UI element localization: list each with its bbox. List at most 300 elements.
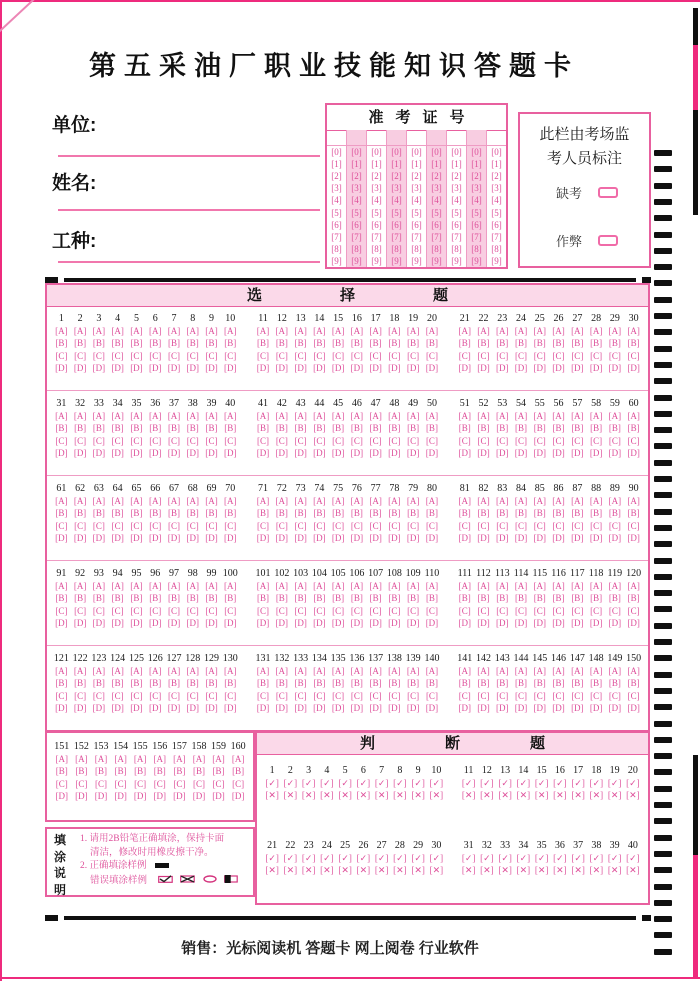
choice-bubble-q75-C[interactable]: [C]	[332, 520, 345, 531]
choice-bubble-q16-D[interactable]: [D]	[350, 363, 364, 374]
judge-bubble-q6-✓[interactable]: [✓]	[356, 778, 371, 788]
choice-bubble-q4-D[interactable]: [D]	[111, 363, 124, 374]
exam-digit-bubble-col1-9[interactable]: [9]	[331, 255, 342, 266]
choice-bubble-q100-A[interactable]: [A]	[224, 581, 237, 591]
exam-digit-bubble-col7-8[interactable]: [8]	[451, 243, 462, 254]
judge-bubble-q9-✕[interactable]: [✕]	[411, 790, 425, 801]
choice-bubble-q58-B[interactable]: [B]	[590, 423, 603, 434]
exam-digit-bubble-col9-6[interactable]: [6]	[491, 219, 502, 230]
choice-bubble-q96-A[interactable]: [A]	[148, 581, 162, 591]
choice-bubble-q53-A[interactable]: [A]	[496, 411, 509, 421]
choice-bubble-q123-D[interactable]: [D]	[92, 703, 106, 714]
choice-bubble-q110-C[interactable]: [C]	[425, 605, 438, 616]
choice-bubble-q140-C[interactable]: [C]	[425, 690, 438, 701]
choice-bubble-q100-B[interactable]: [B]	[224, 593, 237, 604]
choice-bubble-q69-A[interactable]: [A]	[205, 496, 218, 506]
choice-bubble-q81-D[interactable]: [D]	[458, 533, 471, 544]
choice-bubble-q107-A[interactable]: [A]	[369, 581, 382, 591]
choice-bubble-q87-A[interactable]: [A]	[571, 496, 584, 506]
choice-bubble-q30-D[interactable]: [D]	[627, 363, 640, 374]
choice-bubble-q102-D[interactable]: [D]	[275, 618, 289, 629]
exam-digit-bubble-col4-8[interactable]: [8]	[391, 243, 402, 254]
judge-bubble-q19-✕[interactable]: [✕]	[607, 790, 622, 801]
exam-digit-bubble-col8-0[interactable]: [0]	[471, 147, 482, 158]
judge-bubble-q4-✕[interactable]: [✕]	[320, 790, 334, 801]
choice-bubble-q39-C[interactable]: [C]	[205, 435, 218, 446]
exam-digit-bubble-col1-3[interactable]: [3]	[331, 183, 342, 194]
judge-bubble-q30-✕[interactable]: [✕]	[429, 864, 444, 875]
choice-bubble-q55-D[interactable]: [D]	[533, 448, 547, 459]
choice-bubble-q154-A[interactable]: [A]	[114, 754, 127, 764]
exam-digit-bubble-col1-6[interactable]: [6]	[331, 219, 342, 230]
choice-bubble-q12-A[interactable]: [A]	[275, 326, 289, 336]
choice-bubble-q8-C[interactable]: [C]	[186, 350, 199, 361]
choice-bubble-q128-C[interactable]: [C]	[186, 690, 199, 701]
exam-digit-bubble-col6-3[interactable]: [3]	[431, 183, 442, 194]
choice-bubble-q40-B[interactable]: [B]	[224, 423, 237, 434]
judge-bubble-q39-✓[interactable]: [✓]	[607, 852, 622, 863]
choice-bubble-q35-B[interactable]: [B]	[130, 423, 143, 434]
unit-field-input[interactable]	[58, 155, 320, 157]
choice-bubble-q28-A[interactable]: [A]	[589, 326, 603, 336]
choice-bubble-q121-D[interactable]: [D]	[55, 703, 68, 714]
choice-bubble-q118-C[interactable]: [C]	[590, 605, 603, 616]
exam-digit-bubble-col4-5[interactable]: [5]	[391, 207, 402, 218]
choice-bubble-q72-C[interactable]: [C]	[275, 520, 288, 531]
exam-digit-bubble-col9-0[interactable]: [0]	[491, 147, 502, 158]
choice-bubble-q88-B[interactable]: [B]	[590, 508, 603, 519]
choice-bubble-q77-B[interactable]: [B]	[369, 508, 382, 519]
exam-number-write-cell[interactable]	[427, 130, 446, 146]
judge-bubble-q27-✕[interactable]: [✕]	[374, 864, 389, 875]
choice-bubble-q47-A[interactable]: [A]	[369, 411, 382, 421]
choice-bubble-q84-C[interactable]: [C]	[515, 520, 528, 531]
choice-bubble-q132-A[interactable]: [A]	[275, 666, 289, 676]
choice-bubble-q70-D[interactable]: [D]	[224, 533, 237, 544]
choice-bubble-q118-A[interactable]: [A]	[589, 581, 603, 591]
choice-bubble-q59-D[interactable]: [D]	[608, 448, 622, 459]
choice-bubble-q110-D[interactable]: [D]	[425, 618, 439, 629]
choice-bubble-q25-C[interactable]: [C]	[533, 350, 546, 361]
choice-bubble-q3-C[interactable]: [C]	[92, 350, 105, 361]
choice-bubble-q156-D[interactable]: [D]	[153, 791, 167, 802]
choice-bubble-q3-A[interactable]: [A]	[92, 326, 106, 336]
choice-bubble-q104-D[interactable]: [D]	[313, 618, 326, 629]
exam-digit-bubble-col2-3[interactable]: [3]	[351, 183, 362, 194]
choice-bubble-q51-C[interactable]: [C]	[458, 435, 471, 446]
choice-bubble-q67-D[interactable]: [D]	[167, 533, 181, 544]
choice-bubble-q90-B[interactable]: [B]	[627, 508, 640, 519]
choice-bubble-q78-A[interactable]: [A]	[388, 496, 401, 506]
choice-bubble-q50-D[interactable]: [D]	[425, 448, 439, 459]
choice-bubble-q146-D[interactable]: [D]	[552, 703, 565, 714]
choice-bubble-q37-D[interactable]: [D]	[167, 448, 181, 459]
choice-bubble-q132-D[interactable]: [D]	[275, 703, 289, 714]
judge-bubble-q37-✓[interactable]: [✓]	[571, 852, 585, 863]
choice-bubble-q113-D[interactable]: [D]	[496, 618, 509, 629]
choice-bubble-q112-A[interactable]: [A]	[477, 581, 490, 591]
choice-bubble-q4-A[interactable]: [A]	[111, 326, 124, 336]
judge-bubble-q1-✕[interactable]: [✕]	[265, 790, 279, 801]
choice-bubble-q131-A[interactable]: [A]	[256, 666, 270, 676]
choice-bubble-q37-A[interactable]: [A]	[167, 411, 181, 421]
choice-bubble-q47-B[interactable]: [B]	[369, 423, 382, 434]
choice-bubble-q93-C[interactable]: [C]	[92, 605, 105, 616]
choice-bubble-q94-D[interactable]: [D]	[111, 618, 124, 629]
choice-bubble-q92-B[interactable]: [B]	[74, 593, 87, 604]
choice-bubble-q71-B[interactable]: [B]	[257, 508, 270, 519]
choice-bubble-q153-A[interactable]: [A]	[94, 754, 108, 764]
exam-digit-bubble-col5-8[interactable]: [8]	[411, 243, 422, 254]
judge-bubble-q2-✓[interactable]: [✓]	[283, 778, 298, 788]
choice-bubble-q9-C[interactable]: [C]	[205, 350, 218, 361]
choice-bubble-q142-D[interactable]: [D]	[477, 703, 490, 714]
choice-bubble-q61-B[interactable]: [B]	[55, 508, 68, 519]
judge-bubble-q12-✓[interactable]: [✓]	[480, 778, 494, 788]
choice-bubble-q130-C[interactable]: [C]	[224, 690, 237, 701]
choice-bubble-q123-C[interactable]: [C]	[92, 690, 105, 701]
choice-bubble-q73-C[interactable]: [C]	[294, 520, 307, 531]
exam-digit-bubble-col9-5[interactable]: [5]	[491, 207, 502, 218]
judge-bubble-q13-✕[interactable]: [✕]	[498, 790, 512, 801]
choice-bubble-q8-D[interactable]: [D]	[186, 363, 199, 374]
choice-bubble-q91-C[interactable]: [C]	[55, 605, 68, 616]
choice-bubble-q19-B[interactable]: [B]	[407, 338, 420, 349]
choice-bubble-q74-B[interactable]: [B]	[313, 508, 326, 519]
choice-bubble-q72-D[interactable]: [D]	[275, 533, 289, 544]
choice-bubble-q113-C[interactable]: [C]	[496, 605, 509, 616]
choice-bubble-q160-A[interactable]: [A]	[231, 754, 245, 764]
choice-bubble-q137-A[interactable]: [A]	[369, 666, 382, 676]
choice-bubble-q76-A[interactable]: [A]	[350, 496, 364, 506]
exam-digit-bubble-col4-7[interactable]: [7]	[391, 231, 402, 242]
exam-digit-bubble-col4-9[interactable]: [9]	[391, 255, 402, 266]
choice-bubble-q53-C[interactable]: [C]	[496, 435, 509, 446]
choice-bubble-q79-C[interactable]: [C]	[407, 520, 420, 531]
choice-bubble-q16-C[interactable]: [C]	[350, 350, 363, 361]
choice-bubble-q38-B[interactable]: [B]	[186, 423, 199, 434]
choice-bubble-q96-C[interactable]: [C]	[149, 605, 162, 616]
choice-bubble-q104-B[interactable]: [B]	[313, 593, 326, 604]
choice-bubble-q83-D[interactable]: [D]	[496, 533, 509, 544]
choice-bubble-q98-A[interactable]: [A]	[186, 581, 199, 591]
choice-bubble-q69-C[interactable]: [C]	[205, 520, 218, 531]
choice-bubble-q66-C[interactable]: [C]	[149, 520, 162, 531]
choice-bubble-q35-D[interactable]: [D]	[130, 448, 143, 459]
choice-bubble-q95-B[interactable]: [B]	[130, 593, 143, 604]
exam-digit-bubble-col8-9[interactable]: [9]	[471, 255, 482, 266]
choice-bubble-q9-D[interactable]: [D]	[205, 363, 218, 374]
choice-bubble-q96-B[interactable]: [B]	[149, 593, 162, 604]
exam-digit-bubble-col5-2[interactable]: [2]	[411, 171, 422, 182]
choice-bubble-q67-C[interactable]: [C]	[167, 520, 180, 531]
choice-bubble-q60-D[interactable]: [D]	[627, 448, 640, 459]
judge-bubble-q30-✓[interactable]: [✓]	[429, 852, 444, 863]
choice-bubble-q106-D[interactable]: [D]	[350, 618, 364, 629]
choice-bubble-q43-B[interactable]: [B]	[294, 423, 307, 434]
choice-bubble-q19-C[interactable]: [C]	[407, 350, 420, 361]
choice-bubble-q46-A[interactable]: [A]	[350, 411, 364, 421]
choice-bubble-q24-A[interactable]: [A]	[514, 326, 528, 336]
choice-bubble-q13-B[interactable]: [B]	[294, 338, 307, 349]
choice-bubble-q119-B[interactable]: [B]	[608, 593, 621, 604]
exam-digit-bubble-col7-3[interactable]: [3]	[451, 183, 462, 194]
choice-bubble-q159-A[interactable]: [A]	[212, 754, 225, 764]
exam-digit-bubble-col2-5[interactable]: [5]	[351, 207, 362, 218]
choice-bubble-q34-C[interactable]: [C]	[111, 435, 124, 446]
choice-bubble-q158-C[interactable]: [C]	[192, 778, 205, 789]
judge-bubble-q22-✓[interactable]: [✓]	[283, 852, 298, 863]
choice-bubble-q44-B[interactable]: [B]	[313, 423, 326, 434]
choice-bubble-q40-D[interactable]: [D]	[224, 448, 237, 459]
choice-bubble-q2-C[interactable]: [C]	[74, 350, 87, 361]
choice-bubble-q105-B[interactable]: [B]	[332, 593, 345, 604]
choice-bubble-q88-A[interactable]: [A]	[589, 496, 603, 506]
choice-bubble-q128-B[interactable]: [B]	[186, 678, 199, 689]
judge-bubble-q2-✕[interactable]: [✕]	[283, 790, 298, 801]
choice-bubble-q65-B[interactable]: [B]	[130, 508, 143, 519]
choice-bubble-q114-C[interactable]: [C]	[515, 605, 528, 616]
choice-bubble-q111-D[interactable]: [D]	[458, 618, 471, 629]
choice-bubble-q20-A[interactable]: [A]	[425, 326, 439, 336]
choice-bubble-q10-B[interactable]: [B]	[224, 338, 237, 349]
choice-bubble-q33-A[interactable]: [A]	[92, 411, 106, 421]
judge-bubble-q14-✕[interactable]: [✕]	[516, 790, 531, 801]
choice-bubble-q159-B[interactable]: [B]	[212, 766, 225, 777]
choice-bubble-q81-A[interactable]: [A]	[458, 496, 471, 506]
choice-bubble-q143-A[interactable]: [A]	[496, 666, 509, 676]
choice-bubble-q140-B[interactable]: [B]	[425, 678, 438, 689]
choice-bubble-q26-A[interactable]: [A]	[552, 326, 565, 336]
choice-bubble-q34-A[interactable]: [A]	[111, 411, 124, 421]
choice-bubble-q40-C[interactable]: [C]	[224, 435, 237, 446]
choice-bubble-q130-A[interactable]: [A]	[224, 666, 237, 676]
choice-bubble-q27-D[interactable]: [D]	[571, 363, 584, 374]
choice-bubble-q146-B[interactable]: [B]	[552, 678, 565, 689]
choice-bubble-q98-C[interactable]: [C]	[186, 605, 199, 616]
choice-bubble-q14-C[interactable]: [C]	[313, 350, 326, 361]
choice-bubble-q119-C[interactable]: [C]	[608, 605, 621, 616]
choice-bubble-q158-A[interactable]: [A]	[192, 754, 206, 764]
choice-bubble-q100-D[interactable]: [D]	[224, 618, 237, 629]
choice-bubble-q149-D[interactable]: [D]	[608, 703, 622, 714]
choice-bubble-q70-C[interactable]: [C]	[224, 520, 237, 531]
choice-bubble-q90-C[interactable]: [C]	[627, 520, 640, 531]
choice-bubble-q71-D[interactable]: [D]	[256, 533, 270, 544]
exam-digit-bubble-col7-9[interactable]: [9]	[451, 255, 462, 266]
choice-bubble-q156-A[interactable]: [A]	[153, 754, 167, 764]
choice-bubble-q84-A[interactable]: [A]	[514, 496, 528, 506]
choice-bubble-q107-C[interactable]: [C]	[369, 605, 382, 616]
choice-bubble-q60-B[interactable]: [B]	[627, 423, 640, 434]
choice-bubble-q88-D[interactable]: [D]	[589, 533, 603, 544]
choice-bubble-q128-D[interactable]: [D]	[186, 703, 199, 714]
choice-bubble-q123-B[interactable]: [B]	[92, 678, 105, 689]
exam-digit-bubble-col6-2[interactable]: [2]	[431, 171, 442, 182]
choice-bubble-q30-A[interactable]: [A]	[627, 326, 640, 336]
exam-digit-bubble-col9-4[interactable]: [4]	[491, 195, 502, 206]
choice-bubble-q141-A[interactable]: [A]	[458, 666, 471, 676]
exam-number-write-cell[interactable]	[407, 130, 426, 146]
choice-bubble-q3-B[interactable]: [B]	[92, 338, 105, 349]
choice-bubble-q124-B[interactable]: [B]	[111, 678, 124, 689]
choice-bubble-q31-C[interactable]: [C]	[55, 435, 68, 446]
absent-mark-bubble[interactable]	[598, 187, 618, 198]
choice-bubble-q83-A[interactable]: [A]	[496, 496, 509, 506]
choice-bubble-q62-A[interactable]: [A]	[73, 496, 87, 506]
choice-bubble-q145-A[interactable]: [A]	[533, 666, 547, 676]
judge-bubble-q14-✓[interactable]: [✓]	[516, 778, 531, 788]
choice-bubble-q139-D[interactable]: [D]	[406, 703, 420, 714]
judge-bubble-q40-✕[interactable]: [✕]	[626, 864, 640, 875]
judge-bubble-q15-✕[interactable]: [✕]	[534, 790, 549, 801]
choice-bubble-q95-D[interactable]: [D]	[130, 618, 143, 629]
choice-bubble-q105-D[interactable]: [D]	[331, 618, 345, 629]
choice-bubble-q141-B[interactable]: [B]	[458, 678, 471, 689]
choice-bubble-q58-A[interactable]: [A]	[589, 411, 603, 421]
exam-digit-bubble-col7-5[interactable]: [5]	[451, 207, 462, 218]
choice-bubble-q114-A[interactable]: [A]	[514, 581, 528, 591]
choice-bubble-q80-A[interactable]: [A]	[425, 496, 439, 506]
choice-bubble-q157-B[interactable]: [B]	[173, 766, 186, 777]
choice-bubble-q58-D[interactable]: [D]	[589, 448, 603, 459]
choice-bubble-q17-B[interactable]: [B]	[369, 338, 382, 349]
choice-bubble-q26-D[interactable]: [D]	[552, 363, 565, 374]
choice-bubble-q120-B[interactable]: [B]	[627, 593, 640, 604]
exam-digit-bubble-col6-6[interactable]: [6]	[431, 219, 442, 230]
exam-digit-bubble-col8-6[interactable]: [6]	[471, 219, 482, 230]
exam-digit-bubble-col4-6[interactable]: [6]	[391, 219, 402, 230]
choice-bubble-q14-A[interactable]: [A]	[313, 326, 326, 336]
choice-bubble-q57-A[interactable]: [A]	[571, 411, 584, 421]
choice-bubble-q22-A[interactable]: [A]	[477, 326, 490, 336]
judge-bubble-q15-✓[interactable]: [✓]	[534, 778, 549, 788]
choice-bubble-q145-D[interactable]: [D]	[533, 703, 547, 714]
choice-bubble-q157-C[interactable]: [C]	[173, 778, 186, 789]
choice-bubble-q108-A[interactable]: [A]	[388, 581, 401, 591]
choice-bubble-q140-D[interactable]: [D]	[425, 703, 439, 714]
choice-bubble-q131-D[interactable]: [D]	[256, 703, 270, 714]
choice-bubble-q104-A[interactable]: [A]	[313, 581, 326, 591]
exam-digit-bubble-col3-6[interactable]: [6]	[371, 219, 382, 230]
choice-bubble-q23-D[interactable]: [D]	[496, 363, 509, 374]
exam-digit-bubble-col7-7[interactable]: [7]	[451, 231, 462, 242]
choice-bubble-q24-B[interactable]: [B]	[515, 338, 528, 349]
exam-digit-bubble-col9-3[interactable]: [3]	[491, 183, 502, 194]
choice-bubble-q18-D[interactable]: [D]	[388, 363, 401, 374]
exam-digit-bubble-col1-4[interactable]: [4]	[331, 195, 342, 206]
choice-bubble-q8-B[interactable]: [B]	[186, 338, 199, 349]
choice-bubble-q103-B[interactable]: [B]	[294, 593, 307, 604]
choice-bubble-q142-A[interactable]: [A]	[477, 666, 490, 676]
choice-bubble-q115-A[interactable]: [A]	[533, 581, 547, 591]
choice-bubble-q142-C[interactable]: [C]	[477, 690, 490, 701]
choice-bubble-q27-C[interactable]: [C]	[571, 350, 584, 361]
choice-bubble-q10-A[interactable]: [A]	[224, 326, 237, 336]
judge-bubble-q24-✕[interactable]: [✕]	[320, 864, 334, 875]
choice-bubble-q93-B[interactable]: [B]	[92, 593, 105, 604]
choice-bubble-q75-D[interactable]: [D]	[331, 533, 345, 544]
choice-bubble-q43-D[interactable]: [D]	[294, 448, 307, 459]
choice-bubble-q140-A[interactable]: [A]	[425, 666, 439, 676]
judge-bubble-q11-✕[interactable]: [✕]	[461, 790, 476, 801]
choice-bubble-q48-A[interactable]: [A]	[388, 411, 401, 421]
choice-bubble-q39-B[interactable]: [B]	[205, 423, 218, 434]
choice-bubble-q41-A[interactable]: [A]	[256, 411, 270, 421]
judge-bubble-q10-✓[interactable]: [✓]	[429, 778, 444, 788]
choice-bubble-q56-D[interactable]: [D]	[552, 448, 565, 459]
choice-bubble-q67-B[interactable]: [B]	[167, 508, 180, 519]
choice-bubble-q142-B[interactable]: [B]	[477, 678, 490, 689]
choice-bubble-q154-C[interactable]: [C]	[114, 778, 127, 789]
choice-bubble-q134-A[interactable]: [A]	[313, 666, 326, 676]
judge-bubble-q17-✓[interactable]: [✓]	[571, 778, 585, 788]
choice-bubble-q7-B[interactable]: [B]	[167, 338, 180, 349]
choice-bubble-q69-D[interactable]: [D]	[205, 533, 218, 544]
name-field-input[interactable]	[58, 209, 320, 211]
judge-bubble-q33-✕[interactable]: [✕]	[498, 864, 512, 875]
choice-bubble-q49-A[interactable]: [A]	[406, 411, 420, 421]
choice-bubble-q55-C[interactable]: [C]	[533, 435, 546, 446]
choice-bubble-q25-A[interactable]: [A]	[533, 326, 547, 336]
choice-bubble-q110-B[interactable]: [B]	[425, 593, 438, 604]
choice-bubble-q133-C[interactable]: [C]	[294, 690, 307, 701]
choice-bubble-q155-D[interactable]: [D]	[133, 791, 147, 802]
choice-bubble-q138-B[interactable]: [B]	[388, 678, 401, 689]
choice-bubble-q122-C[interactable]: [C]	[74, 690, 87, 701]
choice-bubble-q2-B[interactable]: [B]	[74, 338, 87, 349]
choice-bubble-q135-C[interactable]: [C]	[332, 690, 345, 701]
choice-bubble-q4-B[interactable]: [B]	[111, 338, 124, 349]
choice-bubble-q110-A[interactable]: [A]	[425, 581, 439, 591]
choice-bubble-q10-D[interactable]: [D]	[224, 363, 237, 374]
choice-bubble-q160-B[interactable]: [B]	[232, 766, 245, 777]
choice-bubble-q66-D[interactable]: [D]	[148, 533, 162, 544]
exam-number-write-cell[interactable]	[467, 130, 486, 146]
choice-bubble-q73-D[interactable]: [D]	[294, 533, 307, 544]
choice-bubble-q15-C[interactable]: [C]	[332, 350, 345, 361]
exam-number-write-cell[interactable]	[327, 130, 346, 146]
choice-bubble-q156-C[interactable]: [C]	[153, 778, 166, 789]
choice-bubble-q55-B[interactable]: [B]	[533, 423, 546, 434]
judge-bubble-q21-✕[interactable]: [✕]	[265, 864, 279, 875]
choice-bubble-q2-D[interactable]: [D]	[73, 363, 87, 374]
choice-bubble-q112-B[interactable]: [B]	[477, 593, 490, 604]
choice-bubble-q83-B[interactable]: [B]	[496, 508, 509, 519]
choice-bubble-q147-C[interactable]: [C]	[571, 690, 584, 701]
choice-bubble-q49-C[interactable]: [C]	[407, 435, 420, 446]
choice-bubble-q29-A[interactable]: [A]	[608, 326, 622, 336]
exam-digit-bubble-col3-7[interactable]: [7]	[371, 231, 382, 242]
choice-bubble-q1-B[interactable]: [B]	[55, 338, 68, 349]
choice-bubble-q99-B[interactable]: [B]	[205, 593, 218, 604]
choice-bubble-q36-C[interactable]: [C]	[149, 435, 162, 446]
exam-digit-bubble-col2-6[interactable]: [6]	[351, 219, 362, 230]
choice-bubble-q147-D[interactable]: [D]	[571, 703, 584, 714]
choice-bubble-q45-C[interactable]: [C]	[332, 435, 345, 446]
choice-bubble-q151-C[interactable]: [C]	[55, 778, 68, 789]
choice-bubble-q134-B[interactable]: [B]	[313, 678, 326, 689]
choice-bubble-q97-D[interactable]: [D]	[167, 618, 181, 629]
choice-bubble-q105-C[interactable]: [C]	[332, 605, 345, 616]
choice-bubble-q99-D[interactable]: [D]	[205, 618, 218, 629]
choice-bubble-q64-D[interactable]: [D]	[111, 533, 124, 544]
choice-bubble-q65-A[interactable]: [A]	[130, 496, 143, 506]
choice-bubble-q30-B[interactable]: [B]	[627, 338, 640, 349]
exam-digit-bubble-col4-4[interactable]: [4]	[391, 195, 402, 206]
choice-bubble-q28-D[interactable]: [D]	[589, 363, 603, 374]
choice-bubble-q52-B[interactable]: [B]	[477, 423, 490, 434]
